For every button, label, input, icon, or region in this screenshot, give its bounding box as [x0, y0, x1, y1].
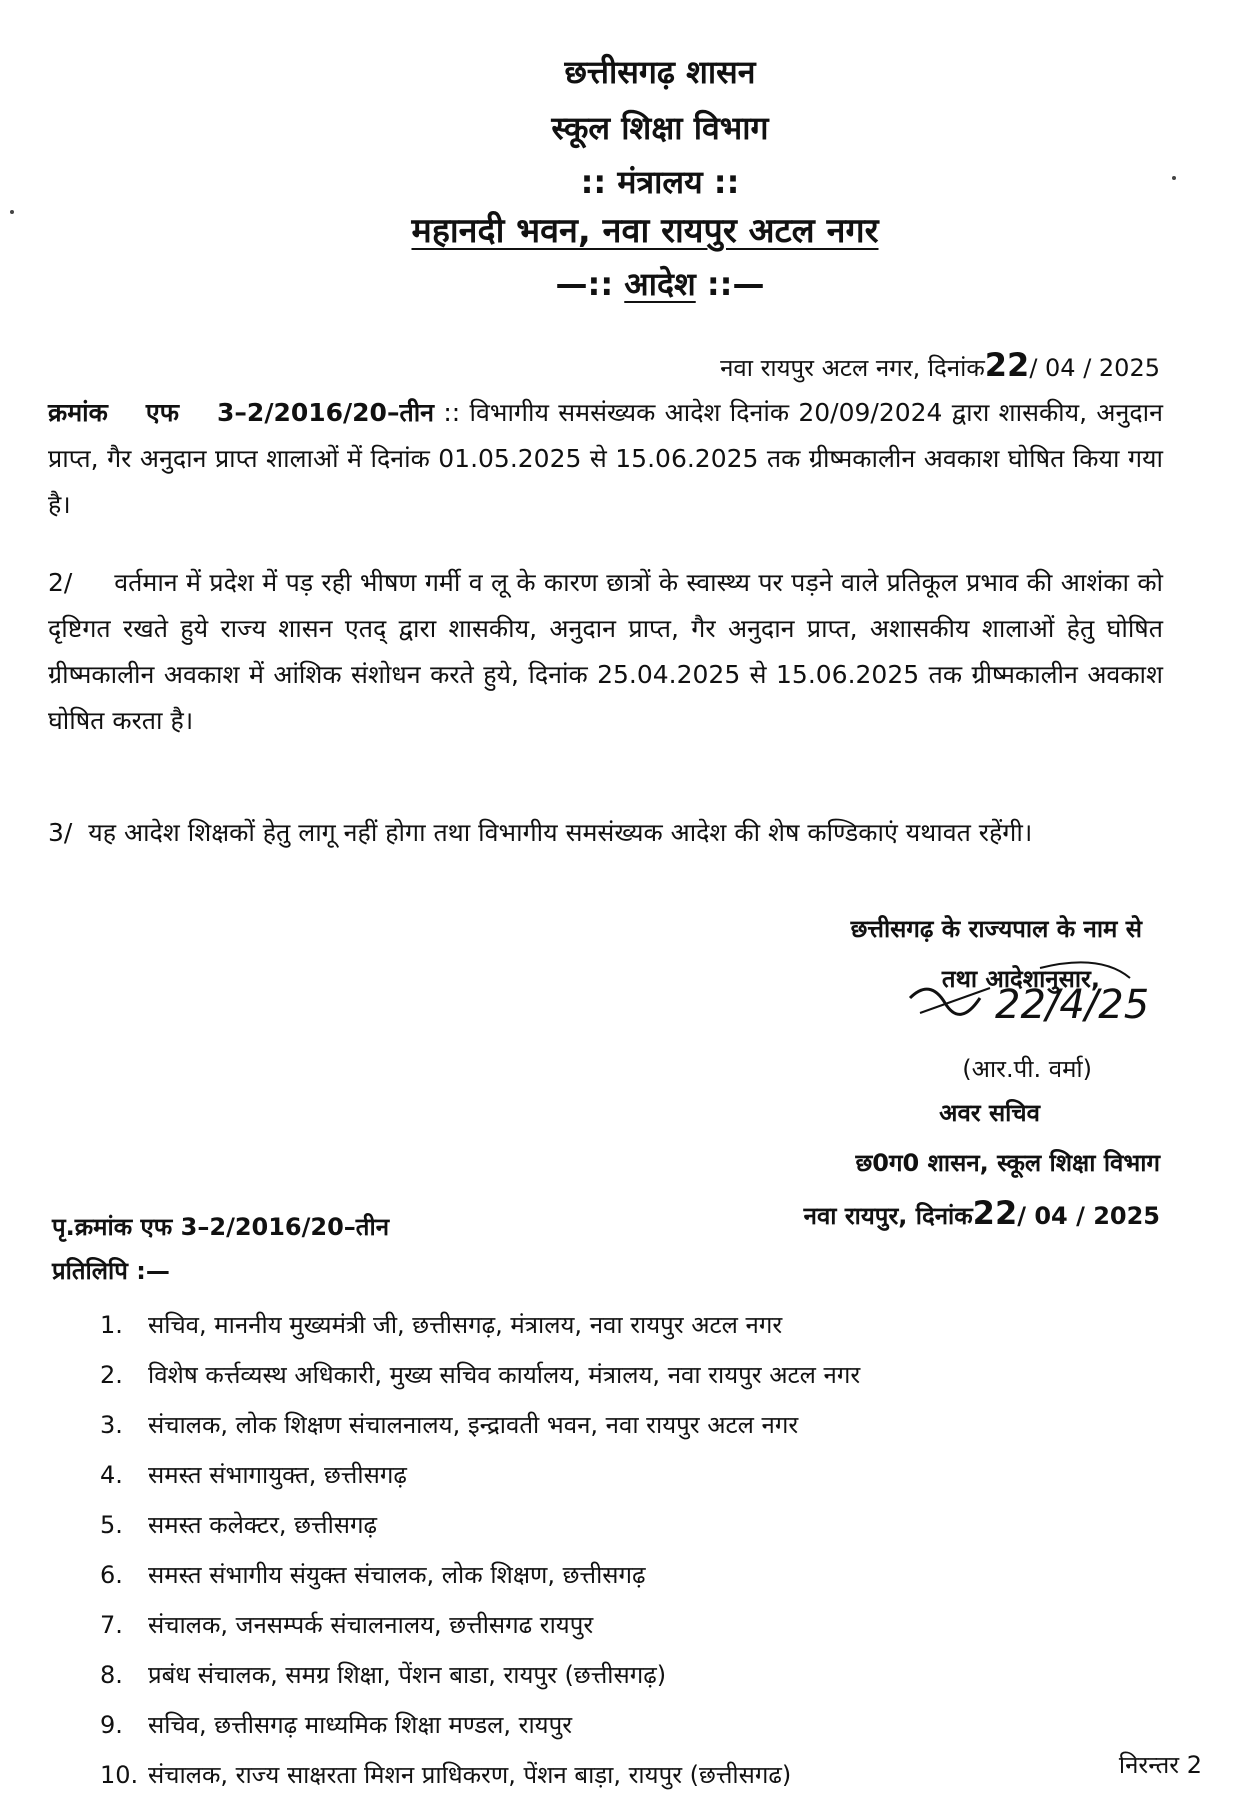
signatory-date-day: 22	[972, 1194, 1018, 1232]
order-title-prefix: —::	[555, 265, 625, 303]
order-title	[0, 262, 1260, 305]
list-item-text: समस्त संभागायुक्त, छत्तीसगढ़	[148, 1461, 407, 1489]
signatory-date-place: नवा रायपुर, दिनांक	[803, 1202, 973, 1230]
paragraph-1-text: :: विभागीय समसंख्यक आदेश दिनांक 20/09/2024 द्वारा शासकीय, अनुदान प्राप्त, गैर अनुदान प्राप्त शालाओं में दिनांक 01.05.2025 से 15.06.2025 तक ग्रीष्मकालीन अवकाश घोषित किया गया है।	[48, 398, 1163, 519]
ministry-heading: :: मंत्रालय ::	[580, 163, 740, 201]
list-item-number: 6.	[100, 1561, 123, 1589]
department-heading: स्कूल शिक्षा विभाग	[551, 109, 769, 147]
list-item-number: 10.	[100, 1761, 139, 1789]
signatory-office: छ0ग0 शासन, स्कूल शिक्षा विभाग	[855, 1149, 1160, 1177]
order-reference-number: क्रमांक एफ 3–2/2016/20–तीन	[48, 398, 435, 427]
list-item	[100, 1550, 860, 1600]
paragraph-3-text: यह आदेश शिक्षकों हेतु लागू नहीं होगा तथा विभागीय समसंख्यक आदेश की शेष कण्डिकाएं यथावत रहेंगी।	[88, 818, 1033, 847]
dateline-day: 22	[984, 346, 1030, 384]
dateline-place: नवा रायपुर अटल नगर, दिनांक	[720, 354, 985, 382]
paragraph-3	[48, 810, 1163, 856]
paragraph-3-number: 3/	[48, 818, 73, 847]
list-item	[100, 1700, 860, 1750]
dateline-rest: / 04 / 2025	[1029, 354, 1160, 382]
paragraph-2	[48, 560, 1163, 744]
list-item	[100, 1500, 860, 1550]
copy-recipient-list	[100, 1300, 860, 1800]
paragraph-1	[48, 390, 1163, 528]
order-dateline	[720, 346, 1160, 384]
copy-label: प्रतिलिपि :—	[52, 1257, 170, 1285]
signatory-line-order: तथा आदेशानुसार,	[941, 965, 1100, 993]
list-item-number: 4.	[100, 1461, 123, 1489]
list-item-number: 8.	[100, 1661, 123, 1689]
list-item-text: संचालक, जनसम्पर्क संचालनालय, छत्तीसगढ रायपुर	[148, 1611, 594, 1639]
list-item-text: सचिव, छत्तीसगढ़ माध्यमिक शिक्षा मण्डल, रायपुर	[148, 1711, 573, 1739]
order-title-word: आदेश	[624, 265, 696, 303]
copy-reference-number: पृ.क्रमांक एफ 3–2/2016/20–तीन	[52, 1213, 390, 1241]
list-item-text: समस्त संभागीय संयुक्त संचालक, लोक शिक्षण, छत्तीसगढ़	[148, 1561, 646, 1589]
paragraph-2-number: 2/	[48, 568, 73, 597]
list-item-text: संचालक, राज्य साक्षरता मिशन प्राधिकरण, पेंशन बाड़ा, रायपुर (छत्तीसगढ)	[148, 1761, 792, 1789]
list-item	[100, 1600, 860, 1650]
list-item	[100, 1650, 860, 1700]
list-item-text: संचालक, लोक शिक्षण संचालनालय, इन्द्रावती भवन, नवा रायपुर अटल नगर	[148, 1411, 799, 1439]
list-item-number: 5.	[100, 1511, 123, 1539]
government-heading: छत्तीसगढ़ शासन	[564, 53, 756, 91]
address-heading	[0, 206, 1260, 252]
list-item-text: समस्त कलेक्टर, छत्तीसगढ़	[148, 1511, 378, 1539]
list-item	[100, 1450, 860, 1500]
list-item-text: विशेष कर्त्तव्यस्थ अधिकारी, मुख्य सचिव कार्यालय, मंत्रालय, नवा रायपुर अटल नगर	[148, 1361, 861, 1389]
list-item	[100, 1350, 860, 1400]
list-item-text: सचिव, माननीय मुख्यमंत्री जी, छत्तीसगढ़, मंत्रालय, नवा रायपुर अटल नगर	[148, 1311, 783, 1339]
continued-marker: निरन्तर 2	[1118, 1751, 1202, 1779]
list-item-number: 1.	[100, 1311, 123, 1339]
list-item-text: प्रबंध संचालक, समग्र शिक्षा, पेंशन बाडा, रायपुर (छत्तीसगढ़)	[148, 1661, 667, 1689]
address-text: महानदी भवन, नवा रायपुर अटल नगर	[411, 211, 879, 251]
list-item	[100, 1300, 860, 1350]
list-item-number: 2.	[100, 1361, 123, 1389]
list-item-number: 9.	[100, 1711, 123, 1739]
handwritten-signature	[900, 958, 1160, 1048]
list-item-number: 3.	[100, 1411, 123, 1439]
signatory-date-rest: / 04 / 2025	[1017, 1202, 1160, 1230]
signatory-date	[804, 1194, 1160, 1232]
signature-date: 22/4/25	[995, 982, 1150, 1028]
signatory-name: (आर.पी. वर्मा)	[962, 1055, 1092, 1083]
list-item-number: 7.	[100, 1611, 123, 1639]
signatory-line-governor: छत्तीसगढ़ के राज्यपाल के नाम से	[850, 915, 1142, 943]
list-item	[100, 1750, 860, 1800]
signatory-designation: अवर सचिव	[939, 1099, 1040, 1127]
paragraph-2-text: वर्तमान में प्रदेश में पड़ रही भीषण गर्मी व लू के कारण छात्रों के स्वास्थ्य पर पड़ने वाले प्रतिकूल प्रभाव की आशंका को दृष्टिगत रखते हुये राज्य शासन एतद् द्वारा शासकीय, अनुदान प्राप्त, गैर अनुदान प्राप्त, अशासकीय शालाओं हेतु घोषित ग्रीष्मकालीन अवकाश में आंशिक संशोधन करते हुये, दिनांक 25.04.2025 से 15.06.2025 तक ग्रीष्मकालीन अवकाश घोषित करता है।	[48, 568, 1164, 735]
list-item	[100, 1400, 860, 1450]
order-title-suffix: ::—	[695, 265, 765, 303]
